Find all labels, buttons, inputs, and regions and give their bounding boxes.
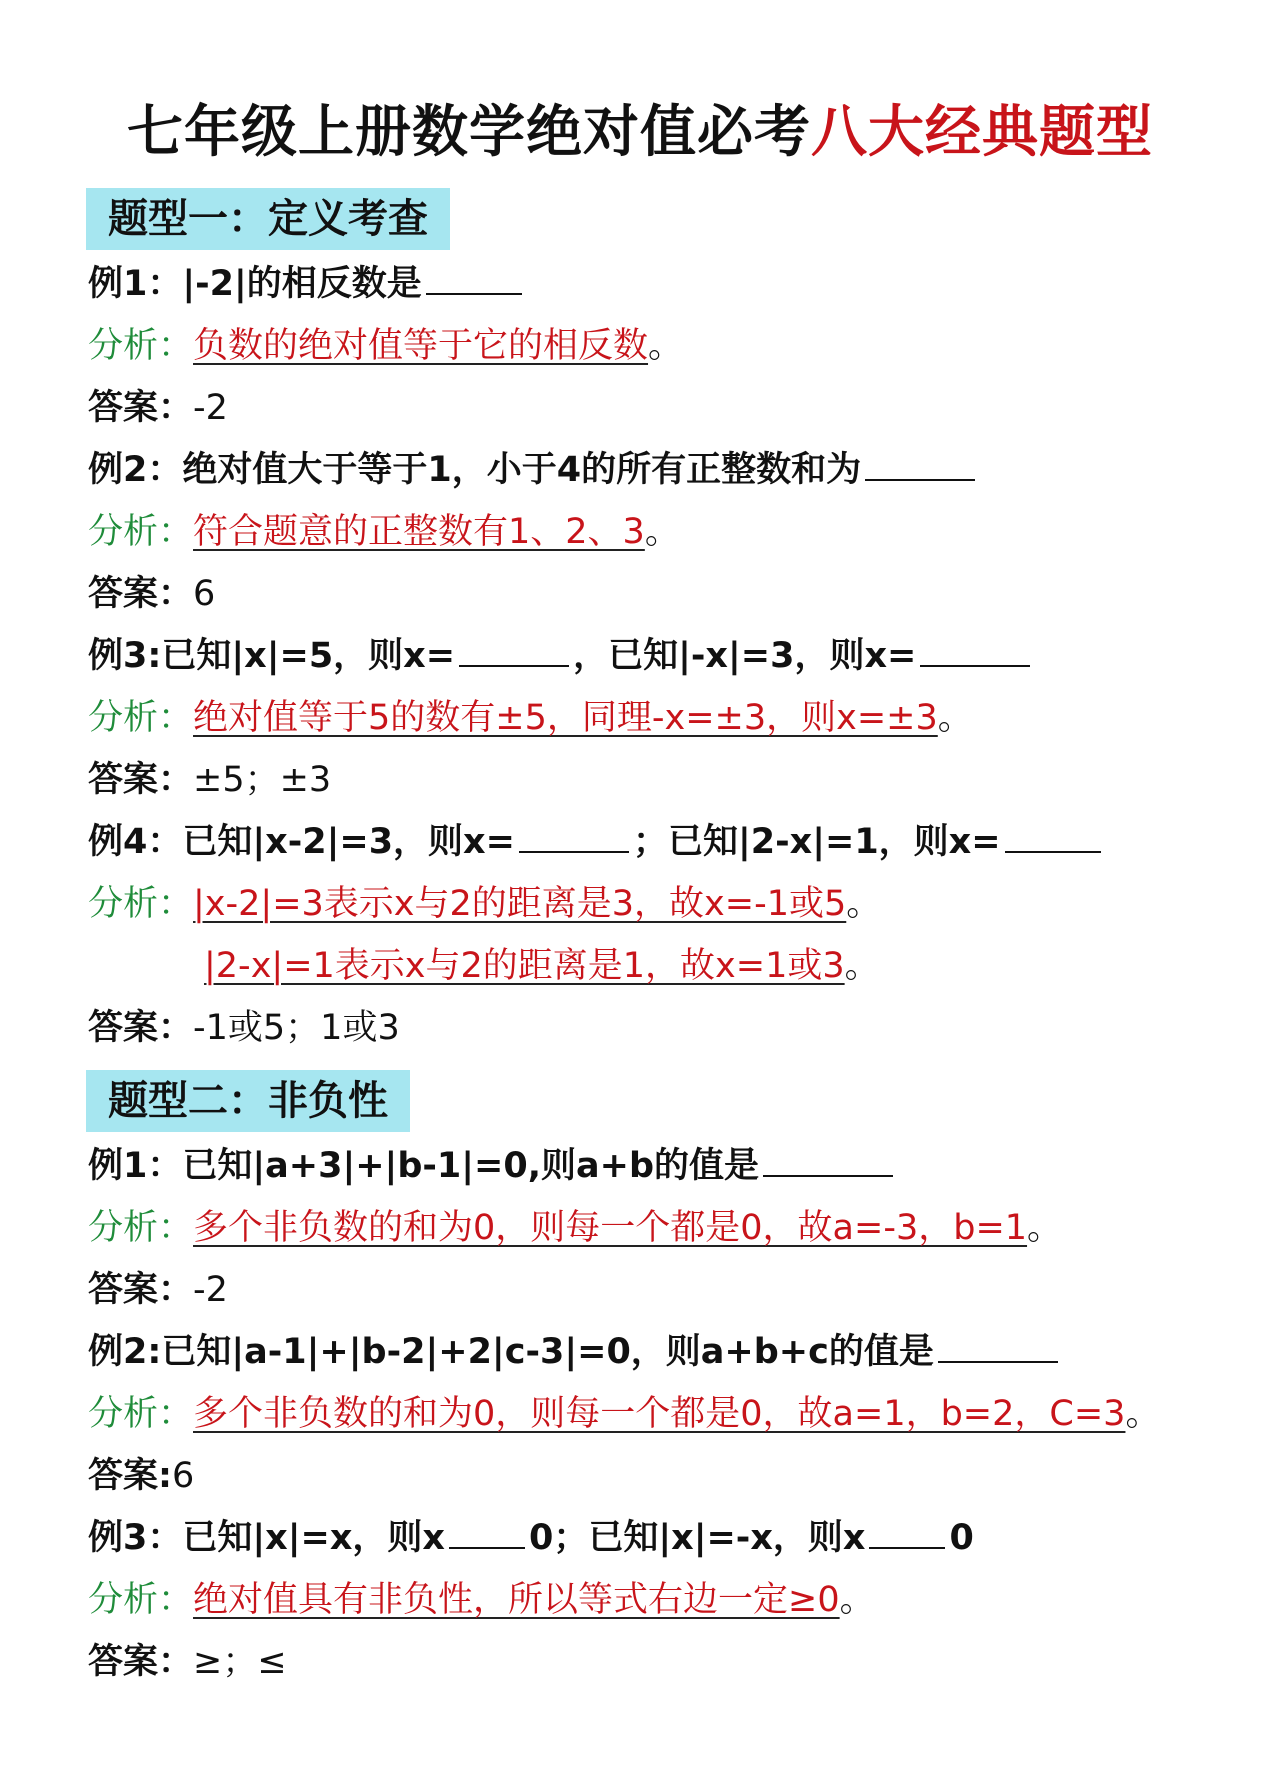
answer-blank xyxy=(938,1331,1058,1363)
analysis-label: 分析： xyxy=(88,884,194,924)
analysis-row xyxy=(88,692,973,744)
answer-label: 答案： xyxy=(88,1642,194,1682)
analysis-row xyxy=(88,1202,1062,1254)
question-label: 例1： xyxy=(88,1146,183,1186)
question-text: 0；已知|x|=-x，则x xyxy=(528,1518,866,1558)
question-label: 例4： xyxy=(88,822,183,862)
answer-label: 答案： xyxy=(88,1008,194,1048)
question-text: ；已知|2-x|=1，则x= xyxy=(632,822,1001,862)
section-tag-definition: 题型一：定义考查 xyxy=(86,188,450,250)
answer-text: -2 xyxy=(193,1270,228,1310)
question-text: 已知|x|=x，则x xyxy=(182,1518,445,1558)
period: 。 xyxy=(844,946,880,986)
analysis-row xyxy=(204,940,880,992)
answer-blank xyxy=(920,635,1030,667)
analysis-text: 绝对值等于5的数有±5，同理-x=±3，则x=±3 xyxy=(193,698,938,738)
analysis-text: 符合题意的正整数有1、2、3 xyxy=(193,512,645,552)
title-main: 七年级上册数学绝对值必考 xyxy=(127,100,811,165)
question-row xyxy=(88,630,1034,682)
answer-blank xyxy=(1005,821,1101,853)
answer-row xyxy=(88,754,331,806)
answer-text: 6 xyxy=(172,1456,195,1496)
analysis-text: 多个非负数的和为0，则每一个都是0，故a=-3，b=1 xyxy=(193,1208,1028,1248)
answer-label: 答案： xyxy=(88,1270,194,1310)
analysis-row xyxy=(88,506,680,558)
question-label: 例3: xyxy=(88,636,162,676)
answer-blank xyxy=(426,263,522,295)
answer-blank xyxy=(519,821,629,853)
answer-row xyxy=(88,1636,287,1688)
analysis-text: |2-x|=1表示x与2的距离是1，故x=1或3 xyxy=(204,946,845,986)
analysis-row xyxy=(88,878,881,930)
analysis-label: 分析： xyxy=(88,1394,194,1434)
answer-row xyxy=(88,1264,228,1316)
answer-label: 答案： xyxy=(88,388,194,428)
analysis-text: 多个非负数的和为0，则每一个都是0，故a=1，b=2，C=3 xyxy=(193,1394,1126,1434)
question-label: 例2： xyxy=(88,450,183,490)
question-label: 例1： xyxy=(88,264,183,304)
answer-label: 答案： xyxy=(88,574,194,614)
question-text: 绝对值大于等于1，小于4的所有正整数和为 xyxy=(182,450,862,490)
analysis-text: |x-2|=3表示x与2的距离是3，故x=-1或5 xyxy=(193,884,847,924)
answer-label: 答案: xyxy=(88,1456,172,1496)
question-row xyxy=(88,1140,897,1192)
question-text: 已知|x-2|=3，则x= xyxy=(182,822,515,862)
answer-row xyxy=(88,1450,194,1502)
answer-label: 答案： xyxy=(88,760,194,800)
question-text: ，已知|-x|=3，则x= xyxy=(573,636,917,676)
question-row xyxy=(88,444,979,496)
analysis-row xyxy=(88,1574,875,1626)
analysis-text: 负数的绝对值等于它的相反数 xyxy=(193,326,649,366)
analysis-label: 分析： xyxy=(88,512,194,552)
question-row xyxy=(88,816,1105,868)
title-highlight: 八大经典题型 xyxy=(811,100,1153,165)
analysis-label: 分析： xyxy=(88,1208,194,1248)
analysis-label: 分析： xyxy=(88,326,194,366)
answer-blank xyxy=(459,635,569,667)
period: 。 xyxy=(846,884,882,924)
answer-blank xyxy=(763,1145,893,1177)
answer-row xyxy=(88,382,228,434)
period: 。 xyxy=(1027,1208,1063,1248)
answer-text: ≥；≤ xyxy=(193,1642,287,1682)
question-text: 已知|a+3|+|b-1|=0,则a+b的值是 xyxy=(182,1146,760,1186)
period: 。 xyxy=(1125,1394,1161,1434)
period: 。 xyxy=(648,326,684,366)
analysis-label: 分析： xyxy=(88,698,194,738)
question-text: 已知|a-1|+|b-2|+2|c-3|=0，则a+b+c的值是 xyxy=(161,1332,934,1372)
question-label: 例3： xyxy=(88,1518,183,1558)
answer-blank xyxy=(449,1517,525,1549)
answer-text: -1或5；1或3 xyxy=(193,1008,400,1048)
answer-text: 6 xyxy=(193,574,216,614)
analysis-row xyxy=(88,320,683,372)
analysis-label: 分析： xyxy=(88,1580,194,1620)
answer-row xyxy=(88,568,215,620)
question-text: 0 xyxy=(949,1518,974,1558)
answer-blank xyxy=(869,1517,945,1549)
analysis-text: 绝对值具有非负性，所以等式右边一定≥0 xyxy=(193,1580,840,1620)
answer-text: -2 xyxy=(193,388,228,428)
answer-blank xyxy=(865,449,975,481)
answer-text: ±5；±3 xyxy=(193,760,332,800)
question-row xyxy=(88,258,526,310)
question-row xyxy=(88,1326,1062,1378)
page-title xyxy=(0,88,1280,168)
period: 。 xyxy=(839,1580,875,1620)
question-text: |-2|的相反数是 xyxy=(182,264,422,304)
period: 。 xyxy=(644,512,680,552)
question-row xyxy=(88,1512,974,1564)
question-label: 例2: xyxy=(88,1332,162,1372)
question-text: 已知|x|=5，则x= xyxy=(161,636,456,676)
period: 。 xyxy=(937,698,973,738)
answer-row xyxy=(88,1002,400,1054)
section-tag-non-negativity: 题型二：非负性 xyxy=(86,1070,410,1132)
analysis-row xyxy=(88,1388,1160,1440)
